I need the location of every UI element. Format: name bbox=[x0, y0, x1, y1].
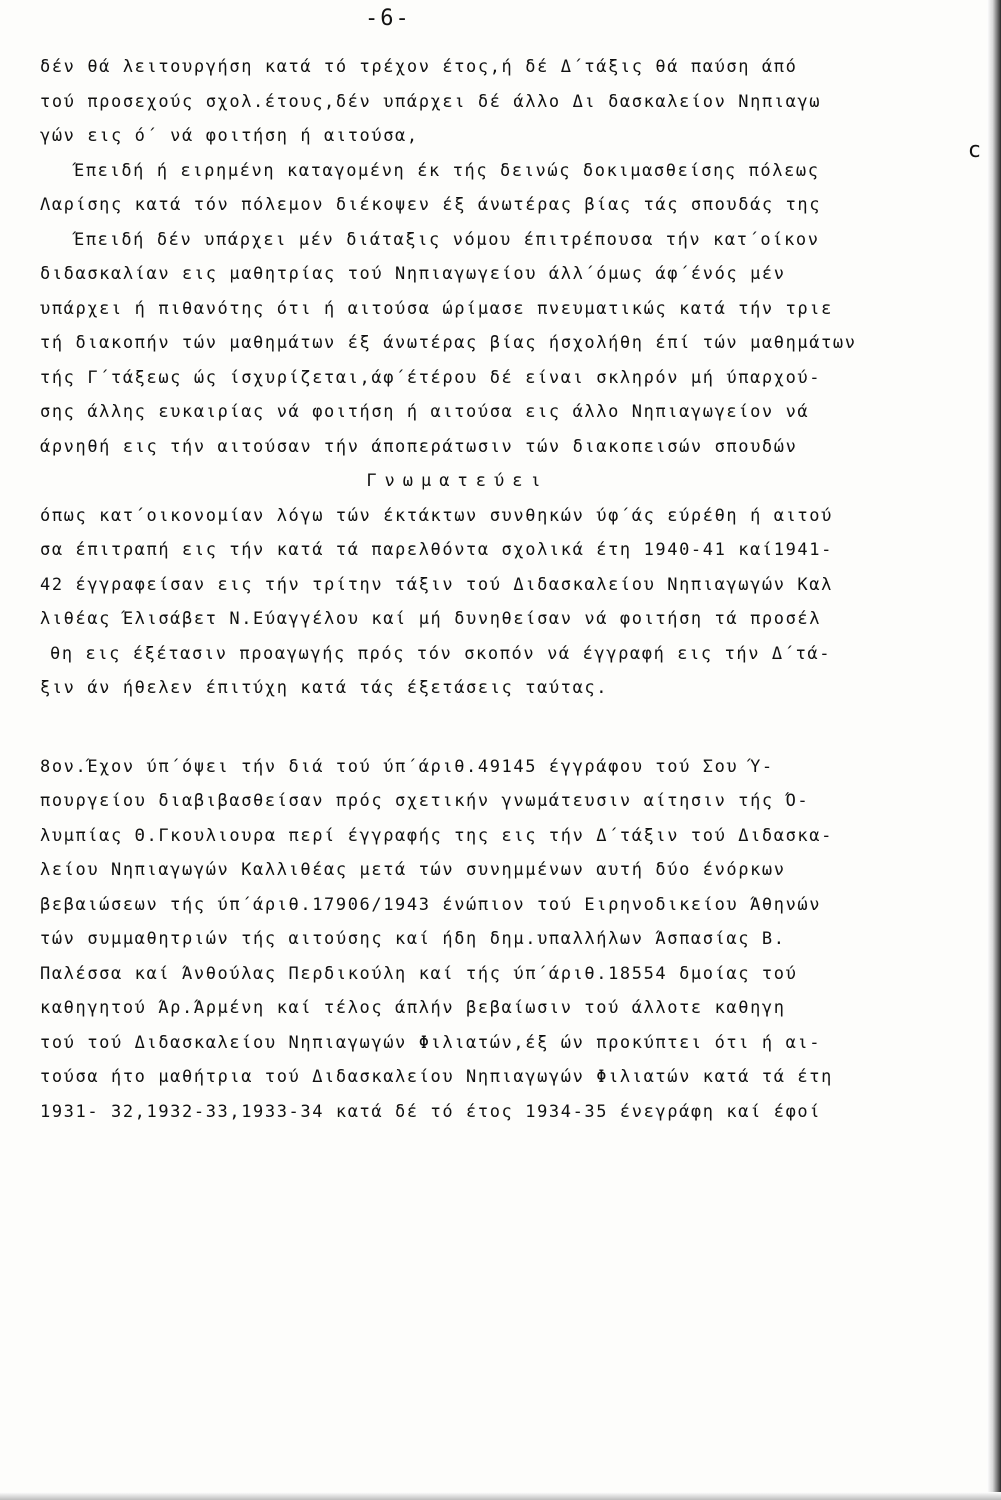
page-bottom-shadow bbox=[0, 1492, 1001, 1500]
page-edge-shadow bbox=[987, 0, 1001, 1500]
text-line: τή διακοπήν τών μαθημάτων έξ άνωτέρας βίας ήσχολήθη έπί τών μαθημάτων bbox=[40, 333, 857, 353]
text-line: Έπειδή ή ειρημένη καταγομένη έκ τής δεινώς δοκιμασθείσης πόλεως bbox=[74, 160, 820, 181]
text-line: 8ον.Έχον ύπ΄όψει τήν διά τού ύπ΄άριθ.49145 έγγράφου τού Σου Ύ- bbox=[40, 756, 774, 777]
page-number: -6- bbox=[365, 6, 411, 31]
text-line: βεβαιώσεων τής ύπ΄άριθ.17906/1943 ένώπιον τού Ειρηνοδικείου Άθηνών bbox=[40, 894, 822, 915]
text-line: τών συμμαθητριών τής αιτούσης καί ήδη δημ.υπαλλήλων Άσπασίας Β. bbox=[40, 929, 786, 949]
text-line: όπως κατ΄οικονομίαν λόγω τών έκτάκτων συνθηκών ύφ΄άς εύρέθη ή αιτού bbox=[40, 505, 833, 526]
text-line: τούσα ήτο μαθήτρια τού Διδασκαλείου Νηπιαγωγών Φιλιατών κατά τά έτη bbox=[40, 1067, 833, 1087]
paragraph-gap bbox=[40, 706, 965, 750]
text-line: διδασκαλίαν εις μαθητρίας τού Νηπιαγωγείου άλλ΄όμως άφ΄ένός μέν bbox=[40, 264, 786, 284]
text-line: τού τού Διδασκαλείου Νηπιαγωγών Φιλιατών,έξ ών προκύπτει ότι ή αι- bbox=[40, 1032, 822, 1053]
text-line: λυμπίας Θ.Γκουλιουρα περί έγγραφής της εις τήν Δ΄τάξιν τού Διδασκα- bbox=[40, 825, 833, 846]
text-line: 42 έγγραφείσαν εις τήν τρίτην τάξιν τού Διδασκαλείου Νηπιαγωγών Καλ bbox=[40, 574, 833, 595]
text-line: δέν θά λειτουργήση κατά τό τρέχον έτος,ή δέ Δ΄τάξις θά παύση άπό bbox=[40, 57, 798, 77]
text-line: σα έπιτραπή εις τήν κατά τά παρελθόντα σχολικά έτη 1940-41 καί1941- bbox=[40, 540, 833, 560]
text-line: άρνηθή εις τήν αιτούσαν τήν άποπεράτωσιν τών διακοπεισών σπουδών bbox=[40, 436, 798, 457]
text-line: λιθέας Έλισάβετ Ν.Εύαγγέλου καί μή δυνηθείσαν νά φοιτήση τά προσέλ bbox=[40, 609, 822, 629]
text-line: θη εις έξέτασιν προαγωγής πρός τόν σκοπόν νά έγγραφή εις τήν Δ΄τά- bbox=[50, 643, 832, 664]
text-line: γών εις ό΄ νά φοιτήση ή αιτούσα, bbox=[40, 126, 419, 146]
text-line: καθηγητού Άρ.Άρμένη καί τέλος άπλήν βεβαίωσιν τού άλλοτε καθηγη bbox=[40, 998, 786, 1018]
text-line: λείου Νηπιαγωγών Καλλιθέας μετά τών συνημμένων αυτή δύο ένόρκων bbox=[40, 860, 786, 880]
typewritten-text bbox=[40, 50, 965, 1129]
text-line: ξιν άν ήθελεν έπιτύχη κατά τάς έξετάσεις ταύτας. bbox=[40, 678, 609, 698]
text-line: Έπειδή δέν υπάρχει μέν διάταξις νόμου έπιτρέπουσα τήν κατ΄οίκον bbox=[74, 229, 820, 250]
text-line: πουργείου διαβιβασθείσαν πρός σχετικήν γνωμάτευσιν αίτησιν τής Ό- bbox=[40, 791, 810, 811]
section-heading: Γνωματεύει bbox=[366, 471, 549, 491]
text-line: υπάρχει ή πιθανότης ότι ή αιτούσα ώρίμασε πνευματικώς κατά τήν τριε bbox=[40, 298, 833, 319]
text-line: σης άλλης ευκαιρίας νά φοιτήση ή αιτούσα εις άλλο Νηπιαγωγείον νά bbox=[40, 402, 810, 422]
text-line: Παλέσσα καί Άνθούλας Περδικούλη καί τής ύπ΄άριθ.18554 δμοίας τού bbox=[40, 963, 798, 984]
margin-mark: c bbox=[967, 138, 981, 163]
text-line: τής Γ΄τάξεως ώς ίσχυρίζεται,άφ΄έτέρου δέ είναι σκληρόν μή ύπαρχού- bbox=[40, 367, 822, 388]
text-line: τού προσεχούς σχολ.έτους,δέν υπάρχει δέ άλλο Δι δασκαλείον Νηπιαγω bbox=[40, 91, 822, 112]
text-line: 1931- 32,1932-33,1933-34 κατά δέ τό έτος 1934-35 ένεγράφη καί έφοί bbox=[40, 1101, 822, 1122]
text-line: Λαρίσης κατά τόν πόλεμον διέκοψεν έξ άνωτέρας βίας τάς σπουδάς της bbox=[40, 195, 822, 215]
